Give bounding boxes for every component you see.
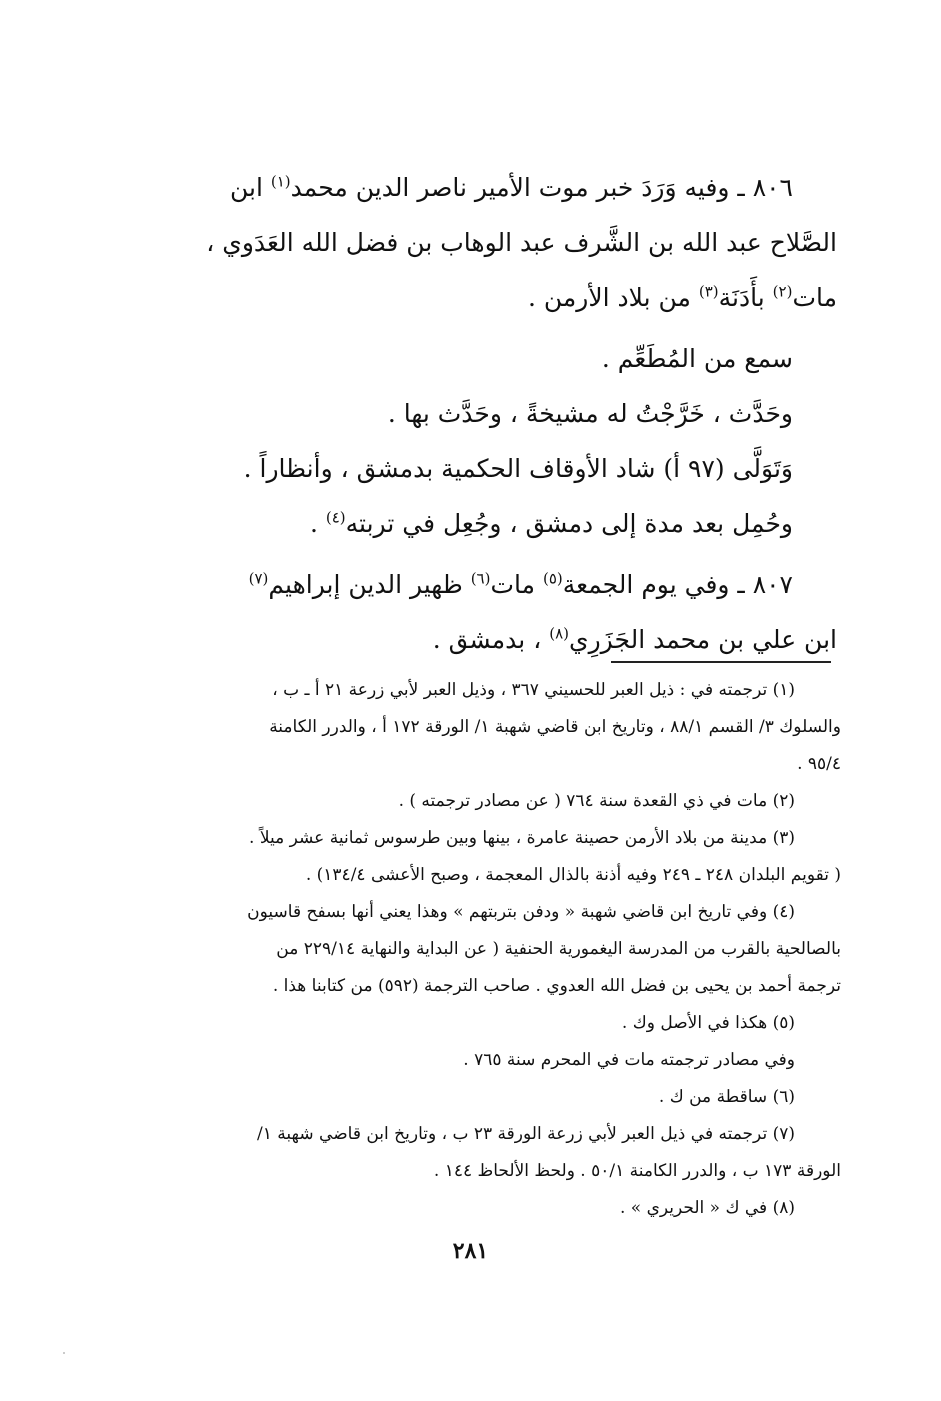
footnote-6: (٦) ساقطة من ك .	[658, 1087, 795, 1107]
footnote-7-line-2: الورقة ١٧٣ ب ، والدرر الكامنة ٥٠/١ . ولحظ الألحاظ ١٤٤ .	[433, 1161, 841, 1181]
footnote-ref-5[interactable]: (٥)	[542, 569, 563, 588]
footnote-ref-8[interactable]: (٨)	[549, 624, 570, 643]
paragraph-4	[102, 496, 837, 551]
paragraph-1: سمع من المُطَعِّم .	[601, 344, 793, 373]
footnote-ref-4[interactable]: (٤)	[325, 508, 346, 527]
paragraph-3: وَتَوَلَّى (٩٧ أ) شاد الأوقاف الحكمية بدمشق ، وأنظاراً .	[243, 454, 793, 483]
entry-807-line-2-a: ابن علي بن محمد الجَزَرِي	[569, 625, 837, 654]
entry-807	[102, 557, 837, 667]
footnote-1-line-1: (١) ترجمته في : ذيل العبر للحسيني ٣٦٧ ، وذيل العبر لأبي زرعة ٢١ أ ـ ب ،	[272, 680, 795, 700]
entry-806-line-1	[102, 160, 837, 215]
footnote-1-line-2: والسلوك ٣/ القسم ٨٨/١ ، وتاريخ ابن قاضي شهبة ١/ الورقة ١٧٢ أ ، والدرر الكامنة	[269, 717, 841, 737]
footnote-1-line-3: ٩٥/٤ .	[797, 754, 841, 774]
entry-806	[102, 160, 837, 325]
entry-806-line-3-end: من بلاد الأرمن .	[527, 283, 691, 312]
entry-806-line-3-start: مات	[792, 283, 837, 312]
footnote-ref-2[interactable]: (٢)	[772, 282, 793, 301]
footnotes	[101, 672, 841, 1227]
footnote-7-line-1: (٧) ترجمته في ذيل العبر لأبي زرعة الورقة ٢٣ ب ، وتاريخ ابن قاضي شهبة ١/	[257, 1124, 795, 1144]
footnote-3-line-1: (٣) مدينة من بلاد الأرمن حصينة عامرة ، بينها وبين طرسوس ثمانية عشر ميلاً .	[249, 828, 795, 848]
entry-806-line-1-text: ٨٠٦ ـ وفيه وَرَدَ خبر موت الأمير ناصر الدين محمد	[290, 173, 793, 202]
entry-807-line-1	[102, 557, 837, 612]
footnote-ref-7[interactable]: (٧)	[248, 569, 269, 588]
entry-806-place: بأَدَنَة	[718, 283, 765, 312]
footnote-2: (٢) مات في ذي القعدة سنة ٧٦٤ ( عن مصادر ترجمته ) .	[398, 791, 795, 811]
entry-807-line-1-a: ٨٠٧ ـ وفي يوم الجمعة	[562, 570, 793, 599]
scan-speck	[63, 1352, 65, 1354]
footnote-4-line-2: بالصالحية بالقرب من المدرسة اليغمورية الحنفية ( عن البداية والنهاية ٢٢٩/١٤ من	[276, 939, 841, 959]
footnote-ref-1[interactable]: (١)	[270, 172, 291, 191]
main-text	[102, 160, 837, 667]
entry-807-line-2	[102, 612, 837, 667]
entry-807-line-1-b: مات	[490, 570, 536, 599]
footnote-8: (٨) في ك « الحريري » .	[619, 1198, 795, 1218]
entry-807-line-1-c: ظهير الدين إبراهيم	[268, 570, 463, 599]
entry-806-line-2: الصَّلاح عبد الله بن الشَّرف عبد الوهاب بن فضل الله العَدَوي ،	[206, 228, 837, 257]
entry-807-line-2-b: ، بدمشق .	[432, 625, 542, 654]
entry-806-line-1-end: ابن	[229, 173, 263, 202]
entry-806-line-3	[102, 270, 837, 325]
footnote-5-line-1: (٥) هكذا في الأصل وك .	[621, 1013, 795, 1033]
footnote-ref-3[interactable]: (٣)	[698, 282, 719, 301]
footnote-5-line-2: وفي مصادر ترجمته مات في المحرم سنة ٧٦٥ .	[463, 1050, 795, 1070]
entry-806-details	[102, 331, 837, 551]
paragraph-4-end: .	[309, 509, 318, 538]
paragraph-4-text: وحُمِل بعد مدة إلى دمشق ، وجُعِل في تربته	[345, 509, 793, 538]
paragraph-2: وحَدَّث ، خَرَّجْتُ له مشيخةً ، وحَدَّث بها .	[387, 399, 793, 428]
footnote-4-line-3: ترجمة أحمد بن يحيى بن فضل الله العدوي . صاحب الترجمة (٥٩٢) من كتابنا هذا .	[272, 976, 841, 996]
page-number: ٢٨١	[452, 1238, 489, 1264]
footnote-3-line-2: ( تقويم البلدان ٢٤٨ ـ ٢٤٩ وفيه أذنة بالذال المعجمة ، وصبح الأعشى ١٣٤/٤) .	[305, 865, 841, 885]
footnote-4-line-1: (٤) وفي تاريخ ابن قاضي شهبة « ودفن بتربتهم » وهذا يعني أنها بسفح قاسيون	[247, 902, 795, 922]
footnote-ref-6[interactable]: (٦)	[470, 569, 491, 588]
footnote-separator	[611, 661, 831, 663]
